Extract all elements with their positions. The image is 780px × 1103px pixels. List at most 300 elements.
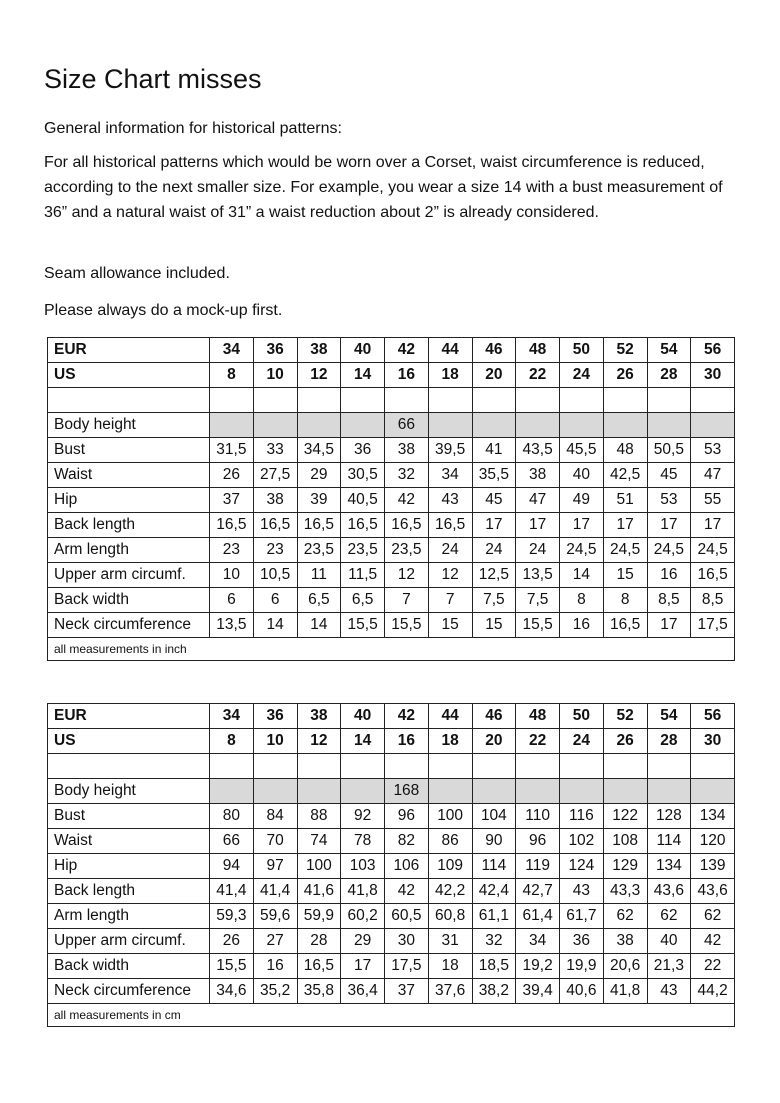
empty-cell <box>647 779 691 804</box>
measurement-value: 7 <box>428 588 472 613</box>
measurement-label: Back width <box>48 588 210 613</box>
measurement-value: 35,2 <box>253 979 297 1004</box>
measurement-value: 97 <box>253 854 297 879</box>
measurement-value: 16 <box>560 613 604 638</box>
empty-cell <box>560 779 604 804</box>
eur-label: EUR <box>48 704 210 729</box>
us-size-cell: 16 <box>385 729 429 754</box>
us-size-cell: 10 <box>253 363 297 388</box>
measurement-value: 41,4 <box>210 879 254 904</box>
measurement-value: 36,4 <box>341 979 385 1004</box>
measurement-row <box>48 904 735 929</box>
us-label: US <box>48 729 210 754</box>
empty-cell <box>341 779 385 804</box>
body-height-label: Body height <box>48 413 210 438</box>
measurement-value: 42 <box>385 879 429 904</box>
measurement-value: 7 <box>385 588 429 613</box>
measurement-value: 61,4 <box>516 904 560 929</box>
measurement-value: 12 <box>428 563 472 588</box>
measurement-value: 96 <box>516 829 560 854</box>
measurement-label: Neck circumference <box>48 613 210 638</box>
empty-cell <box>560 754 604 779</box>
measurement-value: 84 <box>253 804 297 829</box>
measurement-row <box>48 588 735 613</box>
eur-label: EUR <box>48 338 210 363</box>
us-size-cell: 8 <box>210 729 254 754</box>
eur-size-cell: 52 <box>603 338 647 363</box>
measurement-value: 59,3 <box>210 904 254 929</box>
measurement-value: 15,5 <box>210 954 254 979</box>
measurement-value: 40 <box>647 929 691 954</box>
eur-size-cell: 38 <box>297 704 341 729</box>
measurement-label: Neck circumference <box>48 979 210 1004</box>
measurement-value: 15,5 <box>516 613 560 638</box>
measurement-value: 21,3 <box>647 954 691 979</box>
measurement-value: 15,5 <box>385 613 429 638</box>
measurement-value: 12,5 <box>472 563 516 588</box>
eur-size-cell: 50 <box>560 338 604 363</box>
measurement-value: 24,5 <box>560 538 604 563</box>
units-note-row <box>48 1004 735 1027</box>
measurement-value: 124 <box>560 854 604 879</box>
measurement-value: 86 <box>428 829 472 854</box>
measurement-value: 30 <box>385 929 429 954</box>
eur-size-cell: 40 <box>341 338 385 363</box>
eur-size-cell: 48 <box>516 338 560 363</box>
empty-cell <box>472 754 516 779</box>
measurement-value: 8,5 <box>647 588 691 613</box>
measurement-value: 32 <box>385 463 429 488</box>
measurement-value: 34 <box>516 929 560 954</box>
measurement-value: 47 <box>691 463 735 488</box>
measurement-value: 114 <box>647 829 691 854</box>
measurement-value: 12 <box>385 563 429 588</box>
us-size-cell: 12 <box>297 363 341 388</box>
measurement-value: 6 <box>253 588 297 613</box>
measurement-row <box>48 979 735 1004</box>
measurement-value: 16,5 <box>210 513 254 538</box>
empty-cell <box>297 388 341 413</box>
measurement-value: 24,5 <box>603 538 647 563</box>
measurement-value: 61,7 <box>560 904 604 929</box>
us-size-cell: 24 <box>560 363 604 388</box>
measurement-value: 19,2 <box>516 954 560 979</box>
measurement-value: 15 <box>428 613 472 638</box>
measurement-value: 23,5 <box>297 538 341 563</box>
measurement-value: 42,7 <box>516 879 560 904</box>
measurement-label: Hip <box>48 854 210 879</box>
measurement-value: 14 <box>253 613 297 638</box>
measurement-value: 37,6 <box>428 979 472 1004</box>
measurement-value: 41,8 <box>341 879 385 904</box>
empty-cell <box>210 388 254 413</box>
body-height-value: 168 <box>385 779 429 804</box>
measurement-value: 48 <box>603 438 647 463</box>
measurement-value: 16 <box>647 563 691 588</box>
measurement-row <box>48 804 735 829</box>
spacer-row <box>48 388 735 413</box>
empty-cell <box>560 413 604 438</box>
empty-cell <box>516 413 560 438</box>
measurement-value: 8,5 <box>691 588 735 613</box>
measurement-value: 106 <box>385 854 429 879</box>
measurement-value: 34,6 <box>210 979 254 1004</box>
measurement-value: 23 <box>210 538 254 563</box>
measurement-value: 61,1 <box>472 904 516 929</box>
measurement-value: 119 <box>516 854 560 879</box>
empty-cell <box>603 388 647 413</box>
measurement-value: 27,5 <box>253 463 297 488</box>
us-size-cell: 24 <box>560 729 604 754</box>
page-title: Size Chart misses <box>44 64 262 94</box>
size-table-inch <box>47 337 735 661</box>
measurement-value: 62 <box>603 904 647 929</box>
measurement-value: 55 <box>691 488 735 513</box>
measurement-value: 38 <box>516 463 560 488</box>
measurement-value: 17 <box>691 513 735 538</box>
us-size-cell: 18 <box>428 729 472 754</box>
empty-cell <box>516 779 560 804</box>
measurement-value: 43,6 <box>647 879 691 904</box>
measurement-value: 110 <box>516 804 560 829</box>
eur-size-cell: 42 <box>385 338 429 363</box>
measurement-value: 17 <box>647 513 691 538</box>
us-size-cell: 28 <box>647 729 691 754</box>
measurement-value: 92 <box>341 804 385 829</box>
measurement-row <box>48 463 735 488</box>
eur-size-cell: 42 <box>385 704 429 729</box>
empty-cell <box>253 779 297 804</box>
measurement-value: 43,6 <box>691 879 735 904</box>
measurement-value: 100 <box>297 854 341 879</box>
eur-size-cell: 36 <box>253 338 297 363</box>
measurement-value: 94 <box>210 854 254 879</box>
us-size-cell: 12 <box>297 729 341 754</box>
us-size-row <box>48 363 735 388</box>
measurement-value: 10,5 <box>253 563 297 588</box>
measurement-value: 116 <box>560 804 604 829</box>
body-height-value: 66 <box>385 413 429 438</box>
measurement-row <box>48 829 735 854</box>
measurement-value: 23,5 <box>385 538 429 563</box>
measurement-value: 18,5 <box>472 954 516 979</box>
measurement-value: 24,5 <box>647 538 691 563</box>
measurement-value: 37 <box>210 488 254 513</box>
empty-cell <box>428 413 472 438</box>
measurement-value: 23 <box>253 538 297 563</box>
us-size-cell: 20 <box>472 729 516 754</box>
empty-cell <box>210 754 254 779</box>
measurement-value: 31,5 <box>210 438 254 463</box>
measurement-value: 32 <box>472 929 516 954</box>
measurement-value: 29 <box>341 929 385 954</box>
empty-cell <box>297 779 341 804</box>
measurement-value: 43 <box>560 879 604 904</box>
measurement-value: 11 <box>297 563 341 588</box>
measurement-value: 42,4 <box>472 879 516 904</box>
measurement-value: 33 <box>253 438 297 463</box>
intro-heading: General information for historical patterns: <box>44 120 342 137</box>
measurement-value: 8 <box>603 588 647 613</box>
measurement-value: 139 <box>691 854 735 879</box>
measurement-value: 31 <box>428 929 472 954</box>
us-size-cell: 22 <box>516 729 560 754</box>
empty-cell <box>385 754 429 779</box>
measurement-row <box>48 438 735 463</box>
measurement-value: 28 <box>297 929 341 954</box>
measurement-value: 42 <box>691 929 735 954</box>
measurement-value: 7,5 <box>516 588 560 613</box>
empty-cell <box>472 388 516 413</box>
us-size-cell: 30 <box>691 729 735 754</box>
eur-size-cell: 46 <box>472 338 516 363</box>
empty-cell <box>603 754 647 779</box>
measurement-value: 30,5 <box>341 463 385 488</box>
measurement-value: 17 <box>516 513 560 538</box>
measurement-value: 14 <box>560 563 604 588</box>
us-size-cell: 26 <box>603 363 647 388</box>
measurement-value: 17 <box>560 513 604 538</box>
body-height-row <box>48 779 735 804</box>
measurement-value: 108 <box>603 829 647 854</box>
empty-cell <box>516 388 560 413</box>
measurement-value: 109 <box>428 854 472 879</box>
eur-size-cell: 46 <box>472 704 516 729</box>
measurement-label: Back width <box>48 954 210 979</box>
empty-cell <box>253 388 297 413</box>
eur-size-cell: 44 <box>428 338 472 363</box>
mockup-note: Please always do a mock-up first. <box>44 302 283 319</box>
measurement-row <box>48 513 735 538</box>
measurement-value: 35,5 <box>472 463 516 488</box>
units-note: all measurements in inch <box>48 638 735 661</box>
measurement-value: 53 <box>647 488 691 513</box>
empty-cell <box>691 388 735 413</box>
eur-size-cell: 36 <box>253 704 297 729</box>
measurement-value: 62 <box>691 904 735 929</box>
measurement-value: 40 <box>560 463 604 488</box>
measurement-value: 17 <box>472 513 516 538</box>
empty-cell <box>603 779 647 804</box>
measurement-label: Upper arm circumf. <box>48 563 210 588</box>
measurement-value: 17 <box>647 613 691 638</box>
measurement-value: 40,6 <box>560 979 604 1004</box>
measurement-value: 35,8 <box>297 979 341 1004</box>
measurement-value: 6,5 <box>297 588 341 613</box>
measurement-value: 43,3 <box>603 879 647 904</box>
measurement-row <box>48 488 735 513</box>
measurement-value: 39 <box>297 488 341 513</box>
measurement-value: 104 <box>472 804 516 829</box>
measurement-value: 43 <box>428 488 472 513</box>
measurement-value: 102 <box>560 829 604 854</box>
measurement-value: 11,5 <box>341 563 385 588</box>
measurement-value: 22 <box>691 954 735 979</box>
measurement-value: 134 <box>647 854 691 879</box>
eur-size-cell: 44 <box>428 704 472 729</box>
us-size-cell: 14 <box>341 729 385 754</box>
measurement-row <box>48 879 735 904</box>
measurement-value: 42,2 <box>428 879 472 904</box>
measurement-value: 16,5 <box>341 513 385 538</box>
us-size-row <box>48 729 735 754</box>
empty-cell <box>691 779 735 804</box>
empty-cell <box>691 413 735 438</box>
measurement-value: 16,5 <box>297 954 341 979</box>
measurement-value: 43 <box>647 979 691 1004</box>
measurement-value: 38 <box>385 438 429 463</box>
measurement-value: 42,5 <box>603 463 647 488</box>
seam-allowance-note: Seam allowance included. <box>44 265 230 282</box>
measurement-value: 6,5 <box>341 588 385 613</box>
measurement-value: 47 <box>516 488 560 513</box>
measurement-value: 134 <box>691 804 735 829</box>
measurement-label: Hip <box>48 488 210 513</box>
measurement-value: 62 <box>647 904 691 929</box>
measurement-value: 20,6 <box>603 954 647 979</box>
measurement-value: 50,5 <box>647 438 691 463</box>
measurement-value: 114 <box>472 854 516 879</box>
measurement-value: 60,2 <box>341 904 385 929</box>
measurement-value: 27 <box>253 929 297 954</box>
measurement-label: Back length <box>48 513 210 538</box>
empty-cell <box>210 779 254 804</box>
measurement-value: 39,4 <box>516 979 560 1004</box>
measurement-value: 80 <box>210 804 254 829</box>
measurement-value: 16 <box>253 954 297 979</box>
measurement-value: 40,5 <box>341 488 385 513</box>
body-height-row <box>48 413 735 438</box>
eur-size-cell: 54 <box>647 338 691 363</box>
measurement-value: 17 <box>341 954 385 979</box>
us-size-cell: 10 <box>253 729 297 754</box>
measurement-value: 14 <box>297 613 341 638</box>
eur-size-cell: 38 <box>297 338 341 363</box>
eur-size-cell: 40 <box>341 704 385 729</box>
empty-cell <box>516 754 560 779</box>
measurement-value: 16,5 <box>428 513 472 538</box>
empty-cell <box>48 388 210 413</box>
measurement-value: 24,5 <box>691 538 735 563</box>
measurement-value: 29 <box>297 463 341 488</box>
units-note-row <box>48 638 735 661</box>
measurement-value: 36 <box>341 438 385 463</box>
measurement-value: 120 <box>691 829 735 854</box>
empty-cell <box>341 388 385 413</box>
eur-size-cell: 52 <box>603 704 647 729</box>
measurement-value: 49 <box>560 488 604 513</box>
size-table-cm <box>47 703 735 1027</box>
measurement-value: 34,5 <box>297 438 341 463</box>
measurement-value: 23,5 <box>341 538 385 563</box>
empty-cell <box>253 754 297 779</box>
us-size-cell: 26 <box>603 729 647 754</box>
measurement-value: 51 <box>603 488 647 513</box>
measurement-row <box>48 538 735 563</box>
us-size-cell: 16 <box>385 363 429 388</box>
measurement-value: 44,2 <box>691 979 735 1004</box>
measurement-value: 66 <box>210 829 254 854</box>
eur-size-cell: 34 <box>210 338 254 363</box>
eur-size-cell: 56 <box>691 704 735 729</box>
empty-cell <box>647 388 691 413</box>
measurement-value: 16,5 <box>691 563 735 588</box>
us-size-cell: 8 <box>210 363 254 388</box>
empty-cell <box>341 413 385 438</box>
measurement-value: 16,5 <box>297 513 341 538</box>
measurement-value: 24 <box>472 538 516 563</box>
measurement-value: 16,5 <box>253 513 297 538</box>
measurement-value: 18 <box>428 954 472 979</box>
eur-size-row <box>48 338 735 363</box>
measurement-value: 10 <box>210 563 254 588</box>
measurement-label: Bust <box>48 438 210 463</box>
empty-cell <box>691 754 735 779</box>
measurement-value: 45,5 <box>560 438 604 463</box>
us-size-cell: 18 <box>428 363 472 388</box>
measurement-row <box>48 854 735 879</box>
measurement-row <box>48 563 735 588</box>
measurement-row <box>48 954 735 979</box>
measurement-value: 38,2 <box>472 979 516 1004</box>
measurement-value: 78 <box>341 829 385 854</box>
measurement-label: Waist <box>48 463 210 488</box>
empty-cell <box>428 779 472 804</box>
measurement-value: 45 <box>472 488 516 513</box>
measurement-value: 24 <box>516 538 560 563</box>
measurement-value: 122 <box>603 804 647 829</box>
measurement-value: 41,6 <box>297 879 341 904</box>
measurement-value: 128 <box>647 804 691 829</box>
empty-cell <box>297 754 341 779</box>
empty-cell <box>385 388 429 413</box>
empty-cell <box>472 779 516 804</box>
measurement-value: 103 <box>341 854 385 879</box>
empty-cell <box>647 413 691 438</box>
eur-size-cell: 48 <box>516 704 560 729</box>
measurement-value: 45 <box>647 463 691 488</box>
empty-cell <box>560 388 604 413</box>
measurement-value: 13,5 <box>210 613 254 638</box>
measurement-value: 26 <box>210 463 254 488</box>
measurement-value: 43,5 <box>516 438 560 463</box>
us-size-cell: 14 <box>341 363 385 388</box>
empty-cell <box>472 413 516 438</box>
measurement-value: 90 <box>472 829 516 854</box>
measurement-label: Arm length <box>48 538 210 563</box>
measurement-value: 41,8 <box>603 979 647 1004</box>
measurement-value: 6 <box>210 588 254 613</box>
us-label: US <box>48 363 210 388</box>
empty-cell <box>48 754 210 779</box>
us-size-cell: 20 <box>472 363 516 388</box>
measurement-value: 100 <box>428 804 472 829</box>
eur-size-cell: 50 <box>560 704 604 729</box>
measurement-value: 8 <box>560 588 604 613</box>
measurement-value: 59,9 <box>297 904 341 929</box>
measurement-value: 19,9 <box>560 954 604 979</box>
eur-size-cell: 34 <box>210 704 254 729</box>
empty-cell <box>253 413 297 438</box>
measurement-value: 60,5 <box>385 904 429 929</box>
eur-size-row <box>48 704 735 729</box>
measurement-label: Back length <box>48 879 210 904</box>
measurement-value: 36 <box>560 929 604 954</box>
measurement-label: Bust <box>48 804 210 829</box>
measurement-value: 82 <box>385 829 429 854</box>
measurement-value: 41,4 <box>253 879 297 904</box>
empty-cell <box>647 754 691 779</box>
